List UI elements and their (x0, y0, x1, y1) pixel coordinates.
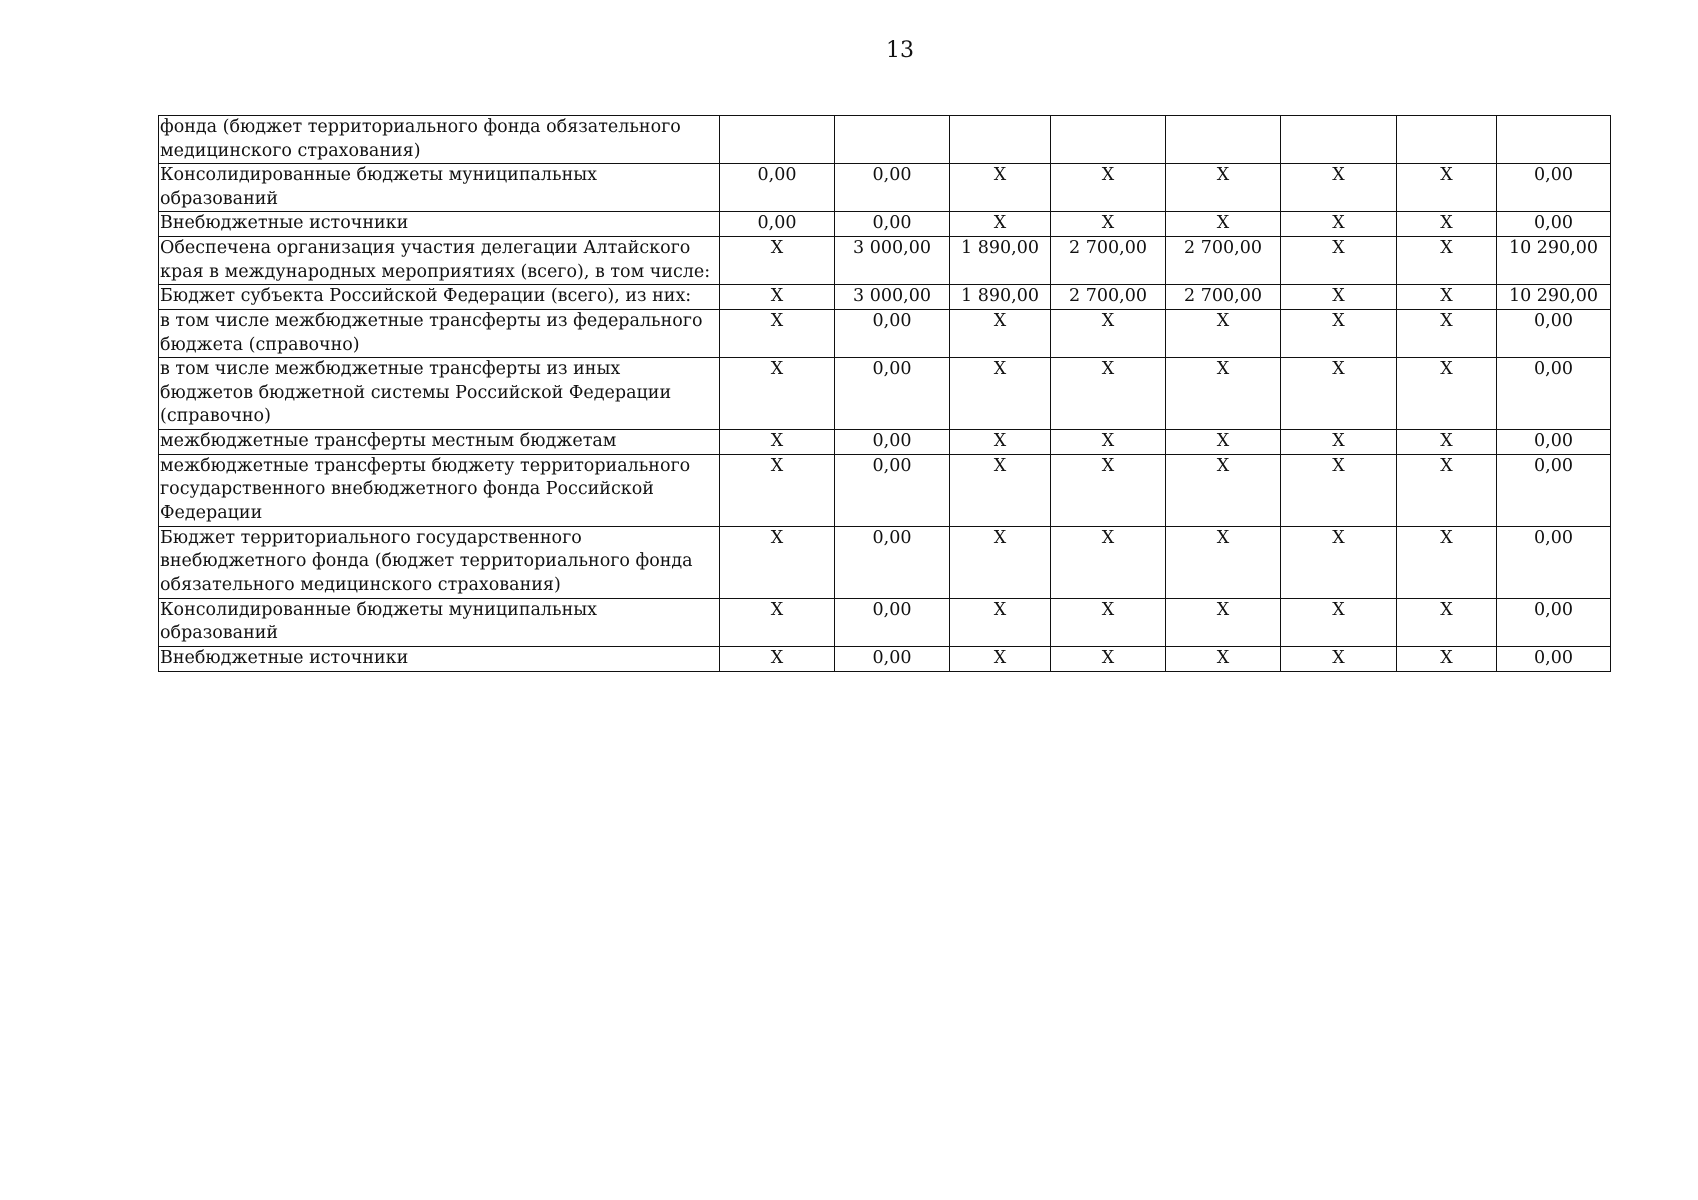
table-cell: X (1281, 310, 1397, 358)
table-cell: X (1051, 358, 1166, 430)
table-cell: 0,00 (835, 429, 950, 454)
row-label: Внебюджетные источники (159, 212, 720, 237)
row-label: Внебюджетные источники (159, 646, 720, 671)
table-cell: X (1166, 212, 1281, 237)
table-cell: X (1397, 212, 1497, 237)
table-cell: X (1281, 429, 1397, 454)
table-cell: 0,00 (720, 164, 835, 212)
table-cell: X (1281, 646, 1397, 671)
table-cell: X (720, 237, 835, 285)
table-cell: X (1051, 526, 1166, 598)
budget-table (158, 115, 1611, 672)
table-cell: X (1281, 285, 1397, 310)
table-cell: 0,00 (1497, 526, 1611, 598)
row-label: межбюджетные трансферты местным бюджетам (159, 429, 720, 454)
table-cell: X (950, 454, 1051, 526)
table-cell: X (1397, 646, 1497, 671)
table-cell: X (1051, 454, 1166, 526)
table-cell: 10 290,00 (1497, 237, 1611, 285)
table-cell: X (950, 429, 1051, 454)
table-cell: X (1281, 164, 1397, 212)
table-cell: 0,00 (835, 646, 950, 671)
table-cell: X (1166, 164, 1281, 212)
table-cell: X (1397, 237, 1497, 285)
table-cell: X (1397, 164, 1497, 212)
table-cell: X (1397, 598, 1497, 646)
row-label: в том числе межбюджетные трансферты из иных бюджетов бюджетной системы Российской Федерации (справочно) (159, 358, 720, 430)
table-cell (1051, 116, 1166, 164)
table-row (159, 358, 1611, 430)
table-row (159, 310, 1611, 358)
row-label: фонда (бюджет территориального фонда обязательного медицинского страхования) (159, 116, 720, 164)
table-cell: X (950, 358, 1051, 430)
table-cell: 2 700,00 (1166, 285, 1281, 310)
table-row (159, 526, 1611, 598)
table-cell: 2 700,00 (1166, 237, 1281, 285)
row-label: в том числе межбюджетные трансферты из федерального бюджета (справочно) (159, 310, 720, 358)
table-cell: X (1397, 358, 1497, 430)
table-cell: 1 890,00 (950, 285, 1051, 310)
table-cell: 0,00 (1497, 212, 1611, 237)
table-cell: X (1166, 454, 1281, 526)
table-cell: X (1281, 212, 1397, 237)
table-cell: 0,00 (720, 212, 835, 237)
table-cell: 0,00 (835, 454, 950, 526)
table-cell: 1 890,00 (950, 237, 1051, 285)
table-cell: 10 290,00 (1497, 285, 1611, 310)
table-cell: X (1397, 429, 1497, 454)
row-label: межбюджетные трансферты бюджету территориального государственного внебюджетного фонда Российской Федерации (159, 454, 720, 526)
table-cell: 0,00 (1497, 358, 1611, 430)
table-cell: X (1166, 358, 1281, 430)
table-cell: X (1051, 598, 1166, 646)
table-cell: 0,00 (1497, 646, 1611, 671)
table-cell: X (1281, 526, 1397, 598)
table-cell: 0,00 (835, 526, 950, 598)
table-cell: X (1051, 164, 1166, 212)
table-row (159, 429, 1611, 454)
table-cell (1281, 116, 1397, 164)
table-cell: X (1281, 358, 1397, 430)
table-cell (1497, 116, 1611, 164)
table-cell: X (720, 285, 835, 310)
table-cell (1397, 116, 1497, 164)
table-cell: X (1166, 526, 1281, 598)
table-cell: X (720, 598, 835, 646)
table-cell: X (1051, 429, 1166, 454)
table-cell: 0,00 (1497, 310, 1611, 358)
table-cell: X (720, 646, 835, 671)
table-cell: X (950, 526, 1051, 598)
table-cell: 0,00 (835, 164, 950, 212)
table-cell: X (1166, 429, 1281, 454)
table-cell: 3 000,00 (835, 285, 950, 310)
table-row (159, 237, 1611, 285)
table-cell: X (1051, 310, 1166, 358)
row-label: Бюджет территориального государственного внебюджетного фонда (бюджет территориального фонда обязательного медицинского страхования) (159, 526, 720, 598)
table-cell: 2 700,00 (1051, 285, 1166, 310)
table-cell: 0,00 (1497, 429, 1611, 454)
table-cell: 0,00 (1497, 164, 1611, 212)
table-cell: 0,00 (835, 598, 950, 646)
table-cell: X (1281, 454, 1397, 526)
table-body (159, 116, 1611, 672)
table-cell: X (720, 526, 835, 598)
table-cell: 2 700,00 (1051, 237, 1166, 285)
table-row (159, 164, 1611, 212)
table-row (159, 116, 1611, 164)
page-number: 13 (886, 38, 914, 63)
table-cell: X (1281, 237, 1397, 285)
table-cell: X (720, 454, 835, 526)
table-cell: 0,00 (1497, 598, 1611, 646)
table-row (159, 285, 1611, 310)
table-cell: X (1397, 454, 1497, 526)
row-label: Обеспечена организация участия делегации Алтайского края в международных мероприятиях (всего), в том числе: (159, 237, 720, 285)
table-cell (720, 116, 835, 164)
table-cell: X (720, 429, 835, 454)
table-cell (1166, 116, 1281, 164)
table-cell: 0,00 (835, 212, 950, 237)
table-cell: X (720, 310, 835, 358)
table-cell: X (1397, 526, 1497, 598)
table-cell: X (950, 598, 1051, 646)
table-row (159, 454, 1611, 526)
table-row (159, 598, 1611, 646)
table-row (159, 212, 1611, 237)
table-cell: X (950, 310, 1051, 358)
table-cell: 0,00 (835, 310, 950, 358)
table-cell: X (1397, 310, 1497, 358)
table-cell: X (1051, 646, 1166, 671)
table-cell: X (950, 646, 1051, 671)
table-cell: X (1051, 212, 1166, 237)
table-cell: X (720, 358, 835, 430)
table-row (159, 646, 1611, 671)
table-cell: X (950, 164, 1051, 212)
table-cell: X (1166, 310, 1281, 358)
table-cell (835, 116, 950, 164)
table-cell: 0,00 (835, 358, 950, 430)
table-cell (950, 116, 1051, 164)
table-cell: X (1166, 598, 1281, 646)
row-label: Консолидированные бюджеты муниципальных образований (159, 598, 720, 646)
table-cell: 3 000,00 (835, 237, 950, 285)
table-cell: X (1397, 285, 1497, 310)
table-cell: X (950, 212, 1051, 237)
table-cell: 0,00 (1497, 454, 1611, 526)
row-label: Бюджет субъекта Российской Федерации (всего), из них: (159, 285, 720, 310)
row-label: Консолидированные бюджеты муниципальных образований (159, 164, 720, 212)
table-cell: X (1166, 646, 1281, 671)
table-cell: X (1281, 598, 1397, 646)
